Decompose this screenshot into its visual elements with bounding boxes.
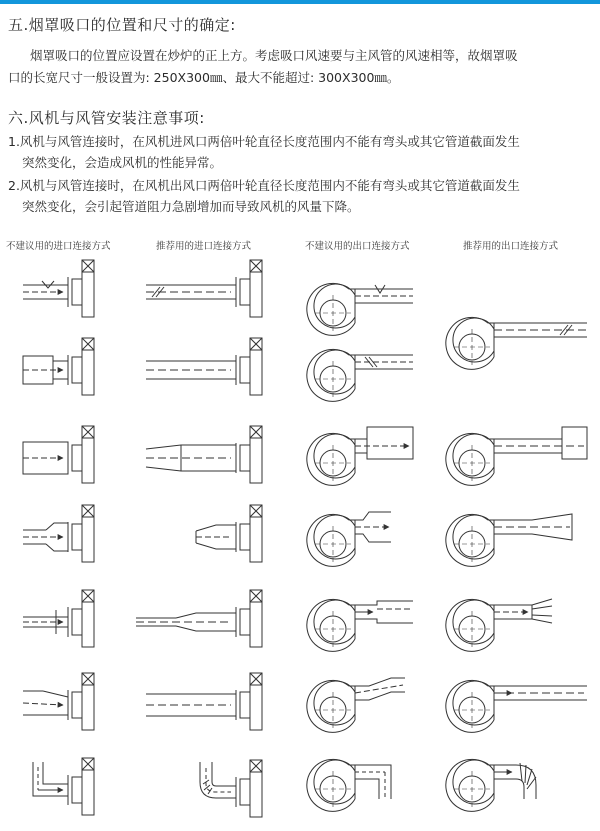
- diagram-inlet-bad-4: [23, 505, 94, 562]
- diagram-inlet-bad-2: [23, 338, 94, 395]
- column-label-outlet-good: 推荐用的出口连接方式: [463, 241, 559, 252]
- section5-para-line2: 口的长宽尺寸一般设置为: 250X300㎜、最大不能超过: 300X300㎜。: [8, 70, 400, 85]
- section5-heading: 五.烟罩吸口的位置和尺寸的确定:: [8, 16, 236, 34]
- diagram-outlet-good-2: [446, 427, 587, 485]
- diagram-inlet-bad-7: [33, 758, 94, 815]
- section6-item2: [8, 175, 593, 217]
- top-accent-bar: [0, 0, 600, 4]
- diagram-inlet-good-7: [200, 760, 262, 817]
- diagram-inlet-bad-6: [23, 673, 94, 730]
- section6-heading: 六.风机与风管安装注意事项:: [8, 109, 205, 127]
- diagram-outlet-good-6: [446, 759, 536, 811]
- diagram-inlet-good-1: [146, 260, 262, 317]
- diagram-outlet-good-3: [446, 514, 572, 566]
- diagram-inlet-good-2: [146, 338, 262, 395]
- section6-item2-line1: 2.风机与风管连接时，在风机出风口两倍叶轮直径长度范围内不能有弯头或其它管道截面发生: [8, 178, 520, 193]
- section6-item1-line2: 突然变化，会造成风机的性能异常。: [22, 155, 223, 170]
- fan-duct-diagrams: [0, 255, 600, 831]
- column-label-inlet-good: 推荐用的进口连接方式: [156, 241, 252, 252]
- column-label-inlet-bad: 不建议用的进口连接方式: [6, 241, 111, 252]
- diagram-inlet-bad-5: [23, 590, 94, 647]
- diagram-inlet-bad-3: [23, 426, 94, 483]
- diagram-outlet-good-4: [446, 599, 552, 651]
- diagram-outlet-bad-4: [307, 512, 391, 566]
- diagram-outlet-good-5: [446, 680, 587, 732]
- diagram-outlet-bad-2: [307, 349, 413, 401]
- diagram-outlet-bad-3: [307, 427, 413, 485]
- diagram-inlet-good-4: [196, 505, 262, 562]
- diagram-outlet-bad-5: [307, 599, 413, 651]
- diagram-inlet-good-3: [146, 426, 262, 483]
- diagram-inlet-bad-1: [23, 260, 94, 317]
- diagram-inlet-good-6: [146, 673, 262, 730]
- diagram-outlet-bad-1: [307, 283, 413, 335]
- diagram-outlet-bad-6: [307, 678, 405, 732]
- section5-para-line1: 烟罩吸口的位置应设置在炒炉的正上方。考虑吸口风速要与主风管的风速相等，故烟罩吸: [30, 48, 518, 63]
- column-label-outlet-bad: 不建议用的出口连接方式: [305, 241, 410, 252]
- section6-item1: [8, 131, 593, 173]
- diagram-outlet-good-1: [446, 317, 587, 369]
- diagram-inlet-good-5: [136, 590, 262, 647]
- section6-item2-line2: 突然变化，会引起管道阻力急剧增加而导致风机的风量下降。: [22, 199, 360, 214]
- section6-item1-line1: 1.风机与风管连接时，在风机进风口两倍叶轮直径长度范围内不能有弯头或其它管道截面发生: [8, 134, 520, 149]
- diagram-outlet-bad-7: [307, 759, 391, 811]
